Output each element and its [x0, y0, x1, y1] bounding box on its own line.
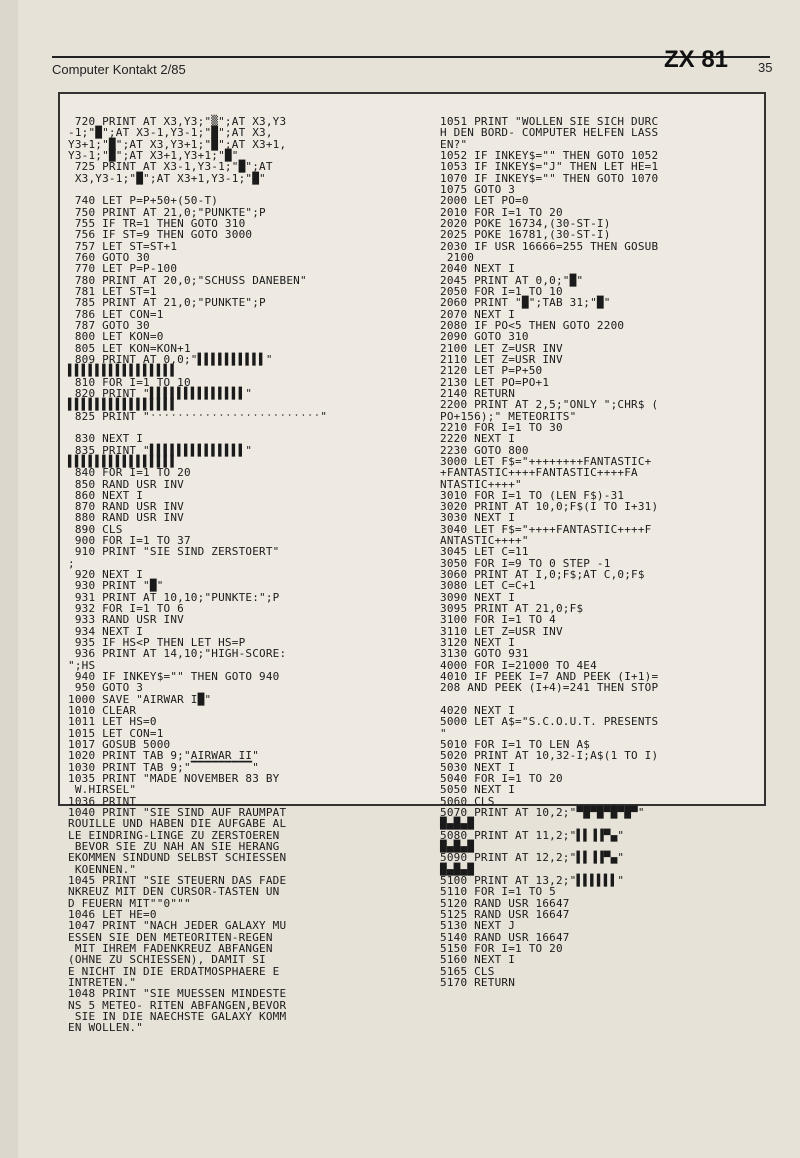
- code-line: 3080 LET C=C+1: [440, 579, 536, 593]
- code-line: 1011 LET HS=0: [68, 715, 157, 729]
- code-line: 720 PRINT AT X3,Y3;"▒";AT X3,Y3: [68, 115, 287, 128]
- code-line: 810 FOR I=1 TO 10: [68, 375, 191, 389]
- code-line: 940 IF INKEY$="" THEN GOTO 940: [68, 670, 280, 684]
- code-line: 5130 NEXT J: [440, 919, 516, 933]
- code-line: 2025 POKE 16781,(30-ST-I): [440, 228, 611, 242]
- code-line: 2060 PRINT "█";TAB 31;"█": [440, 296, 611, 310]
- code-line: 1052 IF INKEY$="" THEN GOTO 1052: [440, 148, 659, 162]
- code-line: 870 RAND USR INV: [68, 500, 184, 514]
- code-line: 850 RAND USR INV: [68, 477, 184, 491]
- code-line: 900 FOR I=1 TO 37: [68, 534, 191, 548]
- code-line: 5120 RAND USR 16647: [440, 896, 570, 910]
- code-line: 2080 IF PO<5 THEN GOTO 2200: [440, 318, 625, 332]
- code-line: 2000 LET PO=0: [440, 194, 529, 208]
- code-line: ESSEN SIE DEN METEORITEN-REGEN: [68, 930, 273, 944]
- code-line: 800 LET KON=0: [68, 330, 164, 344]
- code-line: 5090 PRINT AT 12,2;"▌▌▐▐▀▄": [440, 851, 625, 865]
- page-number: 35: [758, 60, 773, 75]
- code-line: 3120 NEXT I: [440, 636, 516, 650]
- code-line: 5170 RETURN: [440, 975, 516, 989]
- code-line: 2050 FOR I=1 TO 10: [440, 284, 563, 298]
- code-line: MIT IHREM FADENKREUZ ABFANGEN: [68, 941, 273, 955]
- code-line: EKOMMEN SINDUND SELBST SCHIESSEN: [68, 851, 287, 865]
- code-line: 2045 PRINT AT 0,0;"█": [440, 273, 584, 287]
- code-line: NS 5 METEO- RITEN ABFANGEN,BEVOR: [68, 998, 287, 1012]
- code-line: 1070 IF INKEY$="" THEN GOTO 1070: [440, 171, 659, 185]
- code-line: 3045 LET C=11: [440, 545, 529, 559]
- code-line: 2200 PRINT AT 2,5;"ONLY ";CHR$ (: [440, 398, 659, 412]
- code-line: 755 IF TR=1 THEN GOTO 310: [68, 216, 246, 230]
- code-line: █▄█▄█: [440, 862, 475, 876]
- code-line: 786 LET CON=1: [68, 307, 164, 321]
- code-line: 1075 GOTO 3: [440, 182, 516, 196]
- code-line: 840 FOR I=1 TO 20: [68, 466, 191, 480]
- code-line: 5000 LET A$="S.C.O.U.T. PRESENTS: [440, 715, 659, 729]
- code-line: 785 PRINT AT 21,0;"PUNKTE";P: [68, 296, 266, 310]
- code-line: EN WOLLEN.": [68, 1021, 144, 1035]
- code-line: 5020 PRINT AT 10,32-I;A$(1 TO I): [440, 749, 659, 763]
- code-line: 3030 NEXT I: [440, 511, 516, 525]
- code-line: 3130 GOTO 931: [440, 647, 529, 661]
- code-line: 5050 NEXT I: [440, 783, 516, 797]
- code-line: NTASTIC++++": [440, 477, 522, 491]
- code-line: 3090 NEXT I: [440, 590, 516, 604]
- code-line: 750 PRINT AT 21,0;"PUNKTE";P: [68, 205, 266, 219]
- code-line: ROUILLE UND HABEN DIE AUFGABE AL: [68, 817, 287, 831]
- code-line: 5165 CLS: [440, 964, 495, 978]
- code-line: 2040 NEXT I: [440, 262, 516, 276]
- code-line: 931 PRINT AT 10,10;"PUNKTE:";P: [68, 590, 280, 604]
- code-line: 1017 GOSUB 5000: [68, 738, 171, 752]
- code-line: +FANTASTIC++++FANTASTIC++++FA: [440, 466, 638, 480]
- code-line: 880 RAND USR INV: [68, 511, 184, 525]
- code-line: 3000 LET F$="++++++++FANTASTIC+: [440, 454, 652, 468]
- code-line: 3110 LET Z=USR INV: [440, 624, 563, 638]
- code-line: KOENNEN.": [68, 862, 137, 876]
- page-header: [0, 0, 800, 82]
- code-line: 910 PRINT "SIE SIND ZERSTOERT": [68, 545, 280, 559]
- code-line: NKREUZ MIT DEN CURSOR-TASTEN UN: [68, 885, 280, 899]
- code-line: 5080 PRINT AT 11,2;"▌▌▐▐▀▄": [440, 828, 625, 842]
- code-line: 757 LET ST=ST+1: [68, 239, 178, 253]
- code-line: (OHNE ZU SCHIESSEN), DAMIT SI: [68, 953, 266, 967]
- code-line: █▄█▄█: [440, 840, 475, 853]
- code-line: 825 PRINT "ˑˑˑˑˑˑˑˑˑˑˑˑˑˑˑˑˑˑˑˑˑˑˑˑˑ": [68, 409, 328, 423]
- code-line: 835 PRINT "▌▌▌▌▌▌▌▌▌▌▌▌▌▌": [68, 443, 253, 457]
- code-line: 2090 GOTO 310: [440, 330, 529, 344]
- listing-left-column: [68, 116, 398, 1034]
- code-line: 5140 RAND USR 16647: [440, 930, 570, 944]
- code-line: 1030 PRINT TAB 9;"▔▔▔▔▔▔▔▔▔": [68, 760, 260, 774]
- code-line: 3010 FOR I=1 TO (LEN F$)-31: [440, 488, 625, 502]
- code-line: 1036 PRINT: [68, 794, 137, 808]
- code-line: 820 PRINT "▌▌▌▌▌▌▌▌▌▌▌▌▌▌": [68, 386, 253, 400]
- code-line: 1045 PRINT "SIE STEUERN DAS FADE: [68, 873, 287, 887]
- code-line: 4000 FOR I=21000 TO 4E4: [440, 658, 597, 672]
- code-line: 787 GOTO 30: [68, 318, 150, 332]
- code-line: 1020 PRINT TAB 9;"AIRWAR II": [68, 749, 260, 763]
- code-line: 933 RAND USR INV: [68, 613, 184, 627]
- code-line: BEVOR SIE ZU NAH AN SIE HERANG: [68, 840, 280, 853]
- code-line: 2130 LET PO=PO+1: [440, 375, 550, 389]
- code-line: D FEUERN MIT""0""": [68, 896, 191, 910]
- code-line: ▌▌▌▌▌▌▌▌▌▌▌▌▌▌▌▌: [68, 398, 178, 412]
- code-line: 208 AND PEEK (I+4)=241 THEN STOP: [440, 681, 659, 695]
- code-line: 5010 FOR I=1 TO LEN A$: [440, 738, 591, 752]
- code-line: Y3+1;"█";AT X3,Y3+1;"█";AT X3+1,: [68, 137, 287, 151]
- code-line: ▌▌▌▌▌▌▌▌▌▌▌▌▌▌▌▌: [68, 454, 178, 468]
- code-line: 935 IF HS<P THEN LET HS=P: [68, 636, 246, 650]
- code-line: 2140 RETURN: [440, 386, 516, 400]
- listing-right-column: [440, 116, 758, 988]
- code-line: 3040 LET F$="++++FANTASTIC++++F: [440, 522, 652, 536]
- code-line: 2110 LET Z=USR INV: [440, 352, 563, 366]
- code-line: 3050 FOR I=9 TO 0 STEP -1: [440, 556, 611, 570]
- code-line: 1051 PRINT "WOLLEN SIE SICH DURC: [440, 115, 659, 128]
- code-line: 950 GOTO 3: [68, 681, 144, 695]
- code-line: 5070 PRINT AT 10,2;"▀█▀█▀█▀█▀": [440, 806, 645, 820]
- code-line: 2120 LET P=P+50: [440, 364, 543, 378]
- header-rule: [52, 56, 770, 58]
- code-line: 1015 LET CON=1: [68, 726, 164, 740]
- code-line: 1010 CLEAR: [68, 704, 137, 718]
- code-line: 3095 PRINT AT 21,0;F$: [440, 602, 584, 616]
- code-line: 4010 IF PEEK I=7 AND PEEK (I+1)=: [440, 670, 659, 684]
- publication-title: Computer Kontakt 2/85: [52, 62, 186, 77]
- code-line: 1040 PRINT "SIE SIND AUF RAUMPAT: [68, 806, 287, 820]
- code-line: 930 PRINT "█": [68, 579, 164, 593]
- code-line: 2210 FOR I=1 TO 30: [440, 420, 563, 434]
- code-line: 781 LET ST=1: [68, 284, 157, 298]
- code-line: 1046 LET HE=0: [68, 907, 157, 921]
- page-bleed-left: [0, 0, 18, 1158]
- code-line: ": [440, 726, 447, 740]
- code-line: 5030 NEXT I: [440, 760, 516, 774]
- code-line: 890 CLS: [68, 522, 123, 536]
- brand-title: ZX 81: [664, 46, 729, 73]
- code-line: H DEN BORD- COMPUTER HELFEN LASS: [440, 126, 659, 140]
- code-line: 4020 NEXT I: [440, 704, 516, 718]
- code-line: LE EINDRING-LINGE ZU ZERSTOEREN: [68, 828, 280, 842]
- code-line: 756 IF ST=9 THEN GOTO 3000: [68, 228, 253, 242]
- code-line: ";HS: [68, 658, 96, 672]
- code-line: 2230 GOTO 800: [440, 443, 529, 457]
- code-line: EN?": [440, 137, 468, 151]
- code-line: PO+156);" METEORITS": [440, 409, 577, 423]
- code-line: Y3-1;"█";AT X3+1,Y3+1;"█": [68, 148, 239, 162]
- code-line: SIE IN DIE NAECHSTE GALAXY KOMM: [68, 1009, 287, 1023]
- code-line: 3020 PRINT AT 10,0;F$(I TO I+31): [440, 500, 659, 514]
- code-line: -1;"█";AT X3-1,Y3-1;"█";AT X3,: [68, 126, 273, 140]
- code-line: 5100 PRINT AT 13,2;"▌▌▌▌▌▌": [440, 873, 625, 887]
- code-line: 2070 NEXT I: [440, 307, 516, 321]
- code-line: 3060 PRINT AT I,0;F$;AT C,0;F$: [440, 568, 645, 582]
- code-line: 1000 SAVE "AIRWAR I█": [68, 692, 212, 706]
- code-line: 1047 PRINT "NACH JEDER GALAXY MU: [68, 919, 287, 933]
- code-line: 2010 FOR I=1 TO 20: [440, 205, 563, 219]
- code-line: 5150 FOR I=1 TO 20: [440, 941, 563, 955]
- code-line: 760 GOTO 30: [68, 250, 150, 264]
- code-line: 936 PRINT AT 14,10;"HIGH-SCORE:: [68, 647, 287, 661]
- code-line: █▄█▄█: [440, 817, 475, 831]
- code-line: 2220 NEXT I: [440, 432, 516, 446]
- code-line: 5040 FOR I=1 TO 20: [440, 772, 563, 786]
- code-line: 805 LET KON=KON+1: [68, 341, 191, 355]
- code-line: 1035 PRINT "MADE NOVEMBER 83 BY: [68, 772, 280, 786]
- code-line: INTRETEN.": [68, 975, 137, 989]
- code-line: 5110 FOR I=1 TO 5: [440, 885, 556, 899]
- code-line: ;: [68, 556, 75, 570]
- code-line: 780 PRINT AT 20,0;"SCHUSS DANEBEN": [68, 273, 307, 287]
- code-line: 1048 PRINT "SIE MUESSEN MINDESTE: [68, 987, 287, 1001]
- code-line: X3,Y3-1;"█";AT X3+1,Y3-1;"█": [68, 171, 266, 185]
- code-line: 809 PRINT AT 0,0;"▌▌▌▌▌▌▌▌▌▌": [68, 352, 273, 366]
- code-line: E NICHT IN DIE ERDATMOSPHAERE E: [68, 964, 280, 978]
- code-line: 2030 IF USR 16666=255 THEN GOSUB: [440, 239, 659, 253]
- code-line: W.HIRSEL": [68, 783, 137, 797]
- code-line: ANTASTIC++++": [440, 534, 529, 548]
- code-line: 5060 CLS: [440, 794, 495, 808]
- code-line: 725 PRINT AT X3-1,Y3-1;"█";AT: [68, 160, 273, 174]
- code-line: 2020 POKE 16734,(30-ST-I): [440, 216, 611, 230]
- code-line: 932 FOR I=1 TO 6: [68, 602, 184, 616]
- code-line: 5125 RAND USR 16647: [440, 907, 570, 921]
- code-line: 2100: [440, 250, 475, 264]
- code-line: 830 NEXT I: [68, 432, 144, 446]
- code-line: 5160 NEXT I: [440, 953, 516, 967]
- code-line: 920 NEXT I: [68, 568, 144, 582]
- code-line: 860 NEXT I: [68, 488, 144, 502]
- code-line: 934 NEXT I: [68, 624, 144, 638]
- code-line: 2100 LET Z=USR INV: [440, 341, 563, 355]
- code-line: 1053 IF INKEY$="J" THEN LET HE=1: [440, 160, 659, 174]
- code-line: 770 LET P=P-100: [68, 262, 178, 276]
- code-line: 740 LET P=P+50+(50-T): [68, 194, 219, 208]
- code-line: ▌▌▌▌▌▌▌▌▌▌▌▌▌▌▌▌: [68, 364, 178, 378]
- code-line: 3100 FOR I=1 TO 4: [440, 613, 556, 627]
